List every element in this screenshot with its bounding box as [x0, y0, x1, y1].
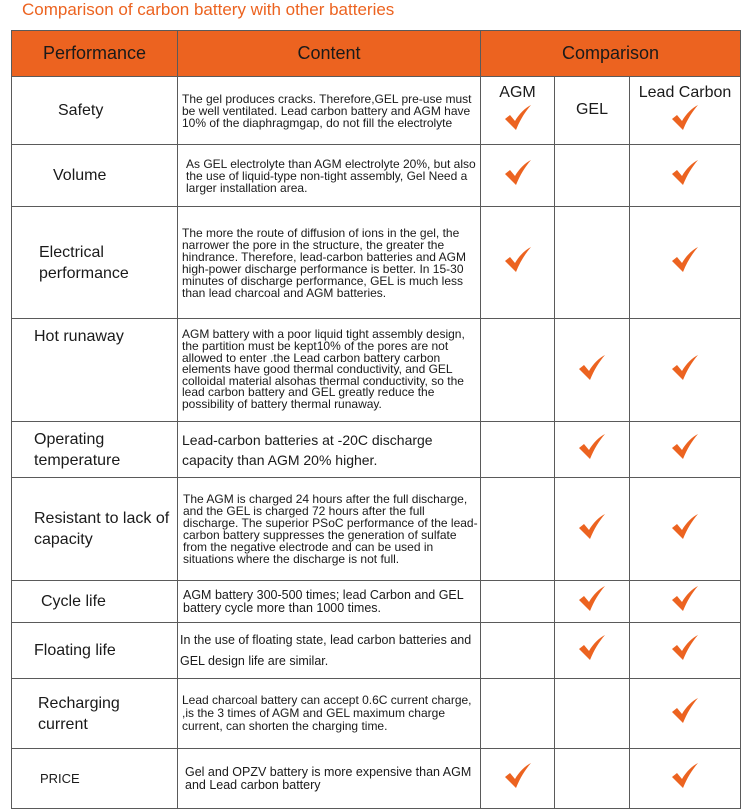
row-performance: Electrical performance	[12, 207, 178, 319]
checkmark-icon	[670, 354, 700, 382]
checkmark-icon	[670, 634, 700, 662]
header-content: Content	[178, 31, 481, 77]
table-header-row	[12, 31, 741, 77]
table-row	[12, 581, 741, 623]
row-performance: Cycle life	[12, 581, 178, 623]
row-content: The gel produces cracks. Therefore,GEL pre-use must be well ventilated. Lead carbon battery and AGM have 10% of the diaphragmgap, do not fill the electrolyte	[178, 77, 481, 145]
checkmark-icon	[670, 513, 700, 541]
cell-gel	[555, 207, 630, 319]
row-content: The more the route of diffusion of ions in the gel, the narrower the pore in the structure, the greater the hindrance. Therefore, lead-carbon batteries and AGM high-power discharge performance is better. In 15-30 minutes of discharge performance, GEL is much less than lead charcoal and AGM batteries.	[178, 207, 481, 319]
page-title: Comparison of carbon battery with other batteries	[22, 0, 395, 19]
checkmark-icon	[670, 697, 700, 725]
cell-lead-carbon	[630, 77, 741, 145]
table-row	[12, 145, 741, 207]
row-performance: Floating life	[12, 623, 178, 679]
checkmark-icon	[503, 246, 533, 274]
checkmark-icon	[670, 585, 700, 613]
row-content: AGM battery with a poor liquid tight assembly design, the partition must be kept10% of the pores are not allowed to enter .the Lead carbon battery carbon elements have good thermal conductivity, and GEL colloidal material alsohas thermal conductivity, so the lead carbon battery and GEL greatly reduce the possibility of battery thermal runaway.	[178, 319, 481, 422]
cell-lead-carbon	[630, 581, 741, 623]
header-performance: Performance	[12, 31, 178, 77]
checkmark-icon	[577, 433, 607, 461]
cell-gel	[555, 145, 630, 207]
table-row	[12, 77, 741, 145]
cell-agm	[481, 623, 555, 679]
checkmark-icon	[577, 354, 607, 382]
cell-agm	[481, 749, 555, 809]
cell-lead-carbon	[630, 207, 741, 319]
row-performance: Recharging current	[12, 679, 178, 749]
table-row	[12, 319, 741, 422]
row-content: As GEL electrolyte than AGM electrolyte 20%, but also the use of liquid-type non-tight assembly, Gel Need a larger installation area.	[178, 145, 481, 207]
cell-gel	[555, 679, 630, 749]
checkmark-icon	[503, 762, 533, 790]
cell-gel	[555, 319, 630, 422]
cell-gel	[555, 478, 630, 581]
checkmark-icon	[670, 246, 700, 274]
header-comparison: Comparison	[481, 31, 741, 77]
checkmark-icon	[577, 513, 607, 541]
cell-agm	[481, 679, 555, 749]
cell-gel	[555, 581, 630, 623]
cell-lead-carbon	[630, 145, 741, 207]
row-content: Lead charcoal battery can accept 0.6C current charge, ,is the 3 times of AGM and GEL maximum charge current, can shorten the charging time.	[178, 679, 481, 749]
checkmark-icon	[577, 634, 607, 662]
cell-agm	[481, 77, 555, 145]
row-performance: Resistant to lack of capacity	[12, 478, 178, 581]
cell-agm	[481, 478, 555, 581]
table-row	[12, 478, 741, 581]
comparison-table	[11, 30, 741, 809]
cell-agm	[481, 145, 555, 207]
cell-lead-carbon	[630, 422, 741, 478]
row-performance: Operating temperature	[12, 422, 178, 478]
cell-gel	[555, 623, 630, 679]
checkmark-icon	[670, 159, 700, 187]
row-content: The AGM is charged 24 hours after the full discharge, and the GEL is charged 72 hours after the full discharge. The superior PSoC performance of the lead-carbon battery suppresses the generation of sulfate from the negative electrode and can be used in situations where the discharge is not full.	[178, 478, 481, 581]
cell-gel	[555, 749, 630, 809]
cell-agm	[481, 319, 555, 422]
cell-agm	[481, 207, 555, 319]
checkmark-icon	[670, 433, 700, 461]
column-label-agm: AGM	[499, 84, 536, 101]
cell-agm	[481, 581, 555, 623]
checkmark-icon	[503, 159, 533, 187]
cell-lead-carbon	[630, 319, 741, 422]
table-row	[12, 679, 741, 749]
row-performance: PRICE	[12, 749, 178, 809]
row-content: Lead-carbon batteries at -20C discharge capacity than AGM 20% higher.	[178, 422, 481, 478]
row-content: Gel and OPZV battery is more expensive than AGM and Lead carbon battery	[178, 749, 481, 809]
table-row	[12, 749, 741, 809]
cell-gel	[555, 77, 630, 145]
table-row	[12, 207, 741, 319]
checkmark-icon	[503, 104, 533, 132]
cell-agm	[481, 422, 555, 478]
cell-lead-carbon	[630, 749, 741, 809]
table-row	[12, 623, 741, 679]
row-performance: Hot runaway	[12, 319, 178, 422]
checkmark-icon	[577, 585, 607, 613]
cell-lead-carbon	[630, 478, 741, 581]
cell-lead-carbon	[630, 623, 741, 679]
row-content: In the use of floating state, lead carbon batteries and GEL design life are similar.	[178, 623, 481, 679]
cell-gel	[555, 422, 630, 478]
checkmark-icon	[670, 762, 700, 790]
checkmark-icon	[670, 104, 700, 132]
row-content: AGM battery 300-500 times; lead Carbon and GEL battery cycle more than 1000 times.	[178, 581, 481, 623]
row-performance: Volume	[12, 145, 178, 207]
row-performance: Safety	[12, 77, 178, 145]
column-label-gel: GEL	[575, 100, 608, 118]
table-row	[12, 422, 741, 478]
cell-lead-carbon	[630, 679, 741, 749]
column-label-lead-carbon: Lead Carbon	[638, 84, 732, 101]
